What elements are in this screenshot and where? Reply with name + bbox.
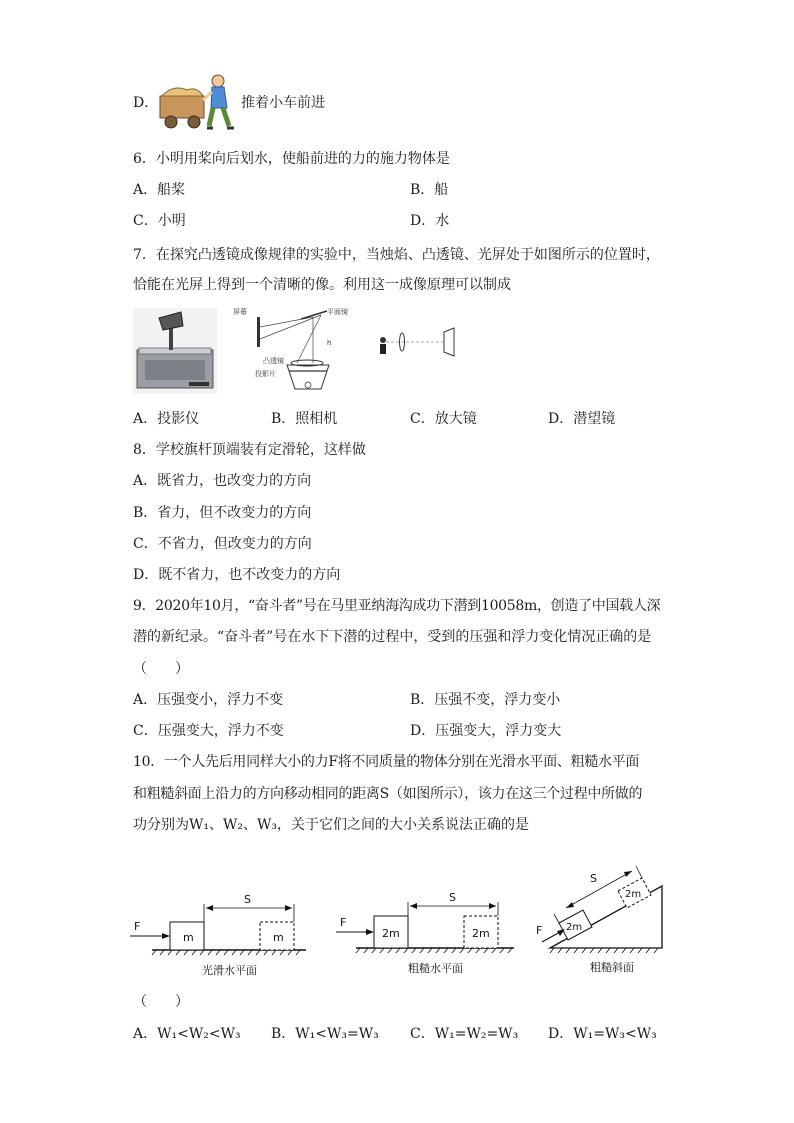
q9-stem-line1: 9．2020年10月，“奋斗者”号在马里亚纳海沟成功下潜到10058m，创造了中国载人深 [133, 598, 661, 614]
q8-stem: 8．学校旗杆顶端装有定滑轮，这样做 [133, 442, 366, 458]
q5-option-d-text: 推着小车前进 [241, 95, 325, 111]
q8-option-d: D．既不省力，也不改变力的方向 [133, 567, 341, 583]
q8-option-c: C．不省力，但改变力的方向 [133, 536, 312, 552]
caption-smooth-horizontal: 光滑水平面 [202, 964, 257, 977]
q7-option-b: B．照相机 [271, 411, 338, 427]
caption-rough-horizontal: 粗糙水平面 [408, 962, 463, 975]
cart-pushing-illustration [157, 72, 237, 132]
q10-stem-line2: 和粗糙斜面上沿力的方向移动相同的距离S（如图所示），该力在这三个过程中所做的 [133, 786, 643, 802]
screen-board [257, 317, 260, 347]
label-screen: 屏幕 [233, 308, 247, 316]
q7-stem-line2: 恰能在光屏上得到一个清晰的像。利用这一成像原理可以制成 [133, 277, 511, 293]
force-arrow [366, 929, 374, 935]
force-label: F [134, 920, 141, 933]
q9-stem-line2: 潜的新纪录。“奋斗者”号在水下下潜的过程中，受到的压强和浮力变化情况正确的是 [133, 629, 652, 645]
q7-option-a: A．投影仪 [133, 411, 200, 427]
label-lens: 凸透镜 [263, 357, 284, 365]
q6-option-d: D．水 [410, 213, 450, 229]
q6-option-b: B．船 [410, 182, 449, 198]
q9-option-d: D．压强变大，浮力变大 [410, 723, 562, 739]
mass-label-end: 2m [625, 889, 642, 900]
projector-diagram [229, 305, 349, 395]
q5-option-d-letter: D． [133, 95, 159, 111]
q10-option-a: A．W₁<W₂<W₃ [133, 1026, 241, 1042]
q9-answer-blank: （ ） [133, 661, 189, 677]
q10-option-b: B．W₁<W₃=W₃ [271, 1026, 379, 1042]
distance-label: S [244, 893, 251, 906]
candle [380, 344, 386, 354]
candle-lens-screen-diagram [372, 322, 462, 362]
mass-label-start: 2m [382, 927, 400, 940]
q9-option-a: A．压强变小，浮力不变 [133, 692, 284, 708]
q10-option-c: C．W₁=W₂=W₃ [410, 1026, 519, 1042]
q10-stem-line1: 10．一个人先后用同样大小的力F将不同质量的物体分别在光滑水平面、粗糙水平面 [133, 754, 640, 770]
q6-stem: 6．小明用桨向后划水，使船前进的力的施力物体是 [133, 151, 450, 167]
projector-photo [133, 308, 217, 394]
mass-label-start: m [183, 931, 194, 944]
q7-option-d: D．潜望镜 [548, 411, 616, 427]
q6-option-a: A．船桨 [133, 182, 186, 198]
q7-option-c: C．放大镜 [410, 411, 477, 427]
mass-label-start: 2m [566, 922, 583, 933]
distance-label: S [590, 872, 597, 885]
light-screen [444, 328, 454, 356]
mass-label-end: m [273, 931, 284, 944]
q10-stem-line3: 功分别为W₁、W₂、W₃，关于它们之间的大小关系说法正确的是 [133, 817, 530, 833]
figure-rough-incline [532, 852, 672, 980]
mass-label-end: 2m [472, 927, 490, 940]
q7-stem-line1: 7．在探究凸透镜成像规律的实验中，当烛焰、凸透镜、光屏处于如图所示的位置时， [133, 247, 660, 263]
q9-option-c: C．压强变大，浮力不变 [133, 723, 284, 739]
label-mirror: 平面镜 [327, 308, 348, 316]
q10-option-d: D．W₁=W₃<W₃ [548, 1026, 657, 1042]
force-label: F [340, 916, 347, 929]
flame [380, 337, 386, 343]
figure-rough-horizontal [336, 884, 520, 980]
label-slide: 投影片 [255, 370, 276, 378]
distance-label: S [449, 891, 456, 904]
q10-answer-blank: （ ） [133, 994, 189, 1010]
force-label: F [536, 924, 543, 937]
q8-option-b: B．省力，但不改变力的方向 [133, 505, 312, 521]
figure-smooth-horizontal [130, 890, 310, 980]
q9-option-b: B．压强不变，浮力变小 [410, 692, 561, 708]
q8-option-a: A．既省力，也改变力的方向 [133, 473, 312, 489]
label-h: h [327, 339, 332, 347]
caption-rough-incline: 粗糙斜面 [590, 961, 634, 974]
q6-option-c: C．小明 [133, 213, 186, 229]
force-arrow [162, 933, 170, 939]
